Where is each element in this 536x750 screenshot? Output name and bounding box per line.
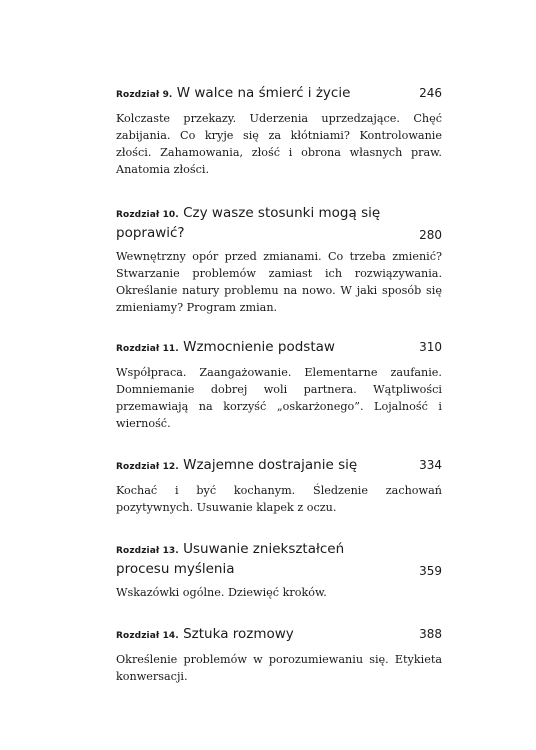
chapter-title: Wzmocnienie podstaw xyxy=(183,339,335,355)
chapter-heading xyxy=(116,204,442,242)
chapter-heading xyxy=(116,338,442,358)
chapter-heading xyxy=(116,456,442,476)
chapter-heading xyxy=(116,625,442,645)
chapter-description: Kochać i być kochanym. Śledzenie zachowań pozytywnych. Usuwanie klapek z oczu. xyxy=(116,484,442,514)
chapter-label: Rozdział 13. xyxy=(116,546,179,556)
toc-entry-chapter-10 xyxy=(116,204,442,316)
toc-entry-chapter-12 xyxy=(116,456,442,516)
page-number: 359 xyxy=(419,564,442,578)
chapter-title: Wzajemne dostrajanie się xyxy=(183,457,358,473)
table-of-contents xyxy=(116,84,442,685)
chapter-label: Rozdział 11. xyxy=(116,344,179,354)
chapter-label: Rozdział 12. xyxy=(116,462,179,472)
chapter-description: Określenie problemów w porozumiewaniu się. Etykieta konwersacji. xyxy=(116,653,442,683)
chapter-title: Czy wasze stosunki mogą się poprawić? xyxy=(116,205,381,241)
page-number: 280 xyxy=(419,228,442,242)
chapter-label: Rozdział 10. xyxy=(116,210,179,220)
chapter-description: Kolczaste przekazy. Uderzenia uprzedzające. Chęć zabijania. Co kryje się za kłótniami? Kontrolowanie złości. Zahamowania, złość i obrona własnych praw. Anatomia złości. xyxy=(116,112,442,176)
chapter-title: Sztuka rozmowy xyxy=(183,626,294,642)
chapter-description: Wskazówki ogólne. Dziewięć kroków. xyxy=(116,586,327,599)
toc-entry-chapter-11 xyxy=(116,338,442,432)
chapter-label: Rozdział 9. xyxy=(116,90,173,100)
chapter-heading xyxy=(116,540,442,578)
chapter-title: W walce na śmierć i życie xyxy=(176,85,351,101)
chapter-title: Usuwanie zniekształceń procesu myślenia xyxy=(116,541,345,577)
page-number: 388 xyxy=(419,627,442,641)
page-number: 246 xyxy=(419,86,442,100)
chapter-label: Rozdział 14. xyxy=(116,631,179,641)
toc-entry-chapter-14 xyxy=(116,625,442,685)
chapter-description: Wewnętrzny opór przed zmianami. Co trzeba zmienić? Stwarzanie problemów zamiast ich rozwiązywania. Określanie natury problemu na nowo. W jaki sposób się zmieniamy? Program zmian. xyxy=(116,250,442,314)
chapter-heading xyxy=(116,84,442,104)
page-number: 310 xyxy=(419,340,442,354)
page-number: 334 xyxy=(419,458,442,472)
toc-entry-chapter-9 xyxy=(116,84,442,178)
toc-entry-chapter-13 xyxy=(116,540,442,601)
chapter-description: Współpraca. Zaangażowanie. Elementarne zaufanie. Domniemanie dobrej woli partnera. Wątpliwości przemawiają na korzyść „oskarżonego”. Lojalność i wierność. xyxy=(116,366,442,430)
